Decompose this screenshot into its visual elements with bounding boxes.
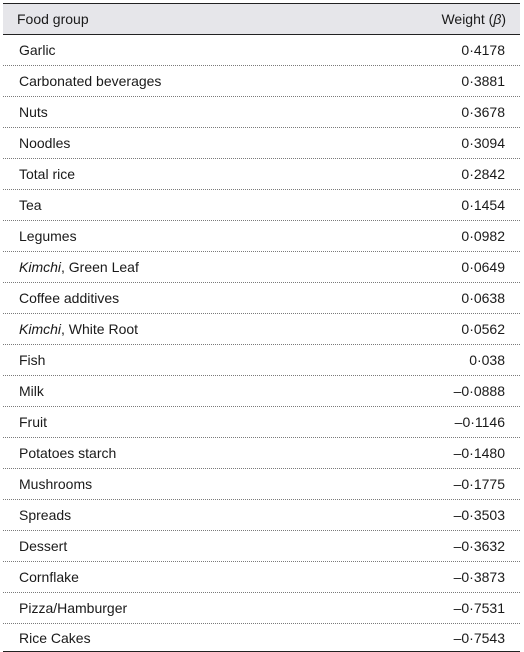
food-group-text: Cornflake — [19, 569, 79, 585]
weight-cell: –0·1146 — [454, 414, 505, 430]
weight-cell: 0·0649 — [461, 259, 505, 275]
weight-cell: 0·2842 — [461, 166, 505, 182]
weight-cell: 0·038 — [469, 352, 505, 368]
weight-cell: 0·1454 — [461, 197, 505, 213]
food-group-text: , Green Leaf — [61, 259, 139, 275]
food-group-cell — [19, 228, 77, 244]
food-group-text: Tea — [19, 197, 42, 213]
weight-cell: –0·3503 — [453, 507, 505, 523]
food-group-text: Spreads — [19, 507, 72, 523]
header-weight-close: ) — [501, 11, 506, 27]
weight-cell: 0·3094 — [461, 135, 505, 151]
food-group-cell — [19, 476, 92, 492]
table-row — [3, 35, 520, 66]
header-food-group: Food group — [17, 11, 89, 27]
table-row — [3, 469, 520, 500]
weight-cell: –0·3873 — [453, 569, 505, 585]
table-row — [3, 593, 520, 624]
table-row — [3, 531, 520, 562]
table-row — [3, 345, 520, 376]
food-group-text: Noodles — [19, 135, 71, 151]
table-row — [3, 190, 520, 221]
header-weight — [441, 11, 506, 27]
food-group-cell — [19, 445, 116, 461]
weight-cell: 0·3678 — [461, 104, 505, 120]
weight-cell: 0·0562 — [461, 321, 505, 337]
weight-cell: –0·3632 — [453, 538, 505, 554]
food-group-cell — [19, 507, 71, 523]
table-row — [3, 97, 520, 128]
weight-cell: –0·7531 — [453, 600, 505, 616]
table-row — [3, 376, 520, 407]
food-group-cell — [19, 259, 139, 275]
food-group-text: Total rice — [19, 166, 76, 182]
header-weight-beta: β — [493, 11, 502, 27]
weight-cell: 0·4178 — [461, 42, 505, 58]
food-group-text: Fruit — [19, 414, 47, 430]
food-group-italic: Kimchi — [19, 259, 62, 275]
food-weight-table — [3, 3, 520, 652]
food-group-cell — [19, 321, 138, 337]
weight-cell: 0·0982 — [461, 228, 505, 244]
food-group-cell — [19, 414, 47, 430]
table-row — [3, 407, 520, 438]
table-row — [3, 438, 520, 469]
food-group-cell — [19, 538, 67, 554]
food-group-cell — [19, 73, 161, 89]
food-group-cell — [19, 290, 119, 306]
food-group-cell — [19, 569, 79, 585]
table-row — [3, 159, 520, 190]
food-group-italic: Kimchi — [19, 321, 62, 337]
food-group-cell — [19, 104, 48, 120]
weight-cell: 0·0638 — [461, 290, 505, 306]
food-group-text: Milk — [19, 383, 44, 399]
table-body — [3, 35, 520, 651]
weight-cell: –0·1480 — [453, 445, 505, 461]
weight-cell: 0·3881 — [461, 73, 505, 89]
food-group-cell — [19, 383, 44, 399]
weight-cell: –0·0888 — [453, 383, 505, 399]
food-group-cell — [19, 630, 91, 646]
food-group-text: , White Root — [61, 321, 139, 337]
table-row — [3, 562, 520, 593]
food-group-cell — [19, 135, 70, 151]
table-row — [3, 314, 520, 345]
table-header — [3, 4, 520, 35]
food-group-cell — [19, 42, 56, 58]
food-group-text: Legumes — [19, 228, 77, 244]
food-group-text: Coffee additives — [19, 290, 120, 306]
food-group-text: Nuts — [19, 104, 48, 120]
food-group-cell — [19, 600, 127, 616]
table-row — [3, 66, 520, 97]
food-group-cell — [19, 166, 75, 182]
food-group-cell — [19, 197, 42, 213]
food-group-text: Fish — [19, 352, 46, 368]
weight-cell: –0·7543 — [453, 629, 505, 646]
table-row — [3, 500, 520, 531]
weight-cell: –0·1775 — [453, 476, 505, 492]
table-row — [3, 128, 520, 159]
food-group-text: Dessert — [19, 538, 68, 554]
food-group-text: Carbonated beverages — [19, 73, 162, 89]
food-group-text: Rice Cakes — [19, 629, 91, 646]
header-weight-label: Weight ( — [441, 11, 494, 27]
food-group-text: Potatoes starch — [19, 445, 117, 461]
table-row — [3, 283, 520, 314]
table-row — [3, 221, 520, 252]
food-group-text: Pizza/Hamburger — [19, 600, 128, 616]
food-group-cell — [19, 352, 45, 368]
food-group-text: Mushrooms — [19, 476, 93, 492]
food-group-text: Garlic — [19, 42, 56, 58]
table-row — [3, 252, 520, 283]
